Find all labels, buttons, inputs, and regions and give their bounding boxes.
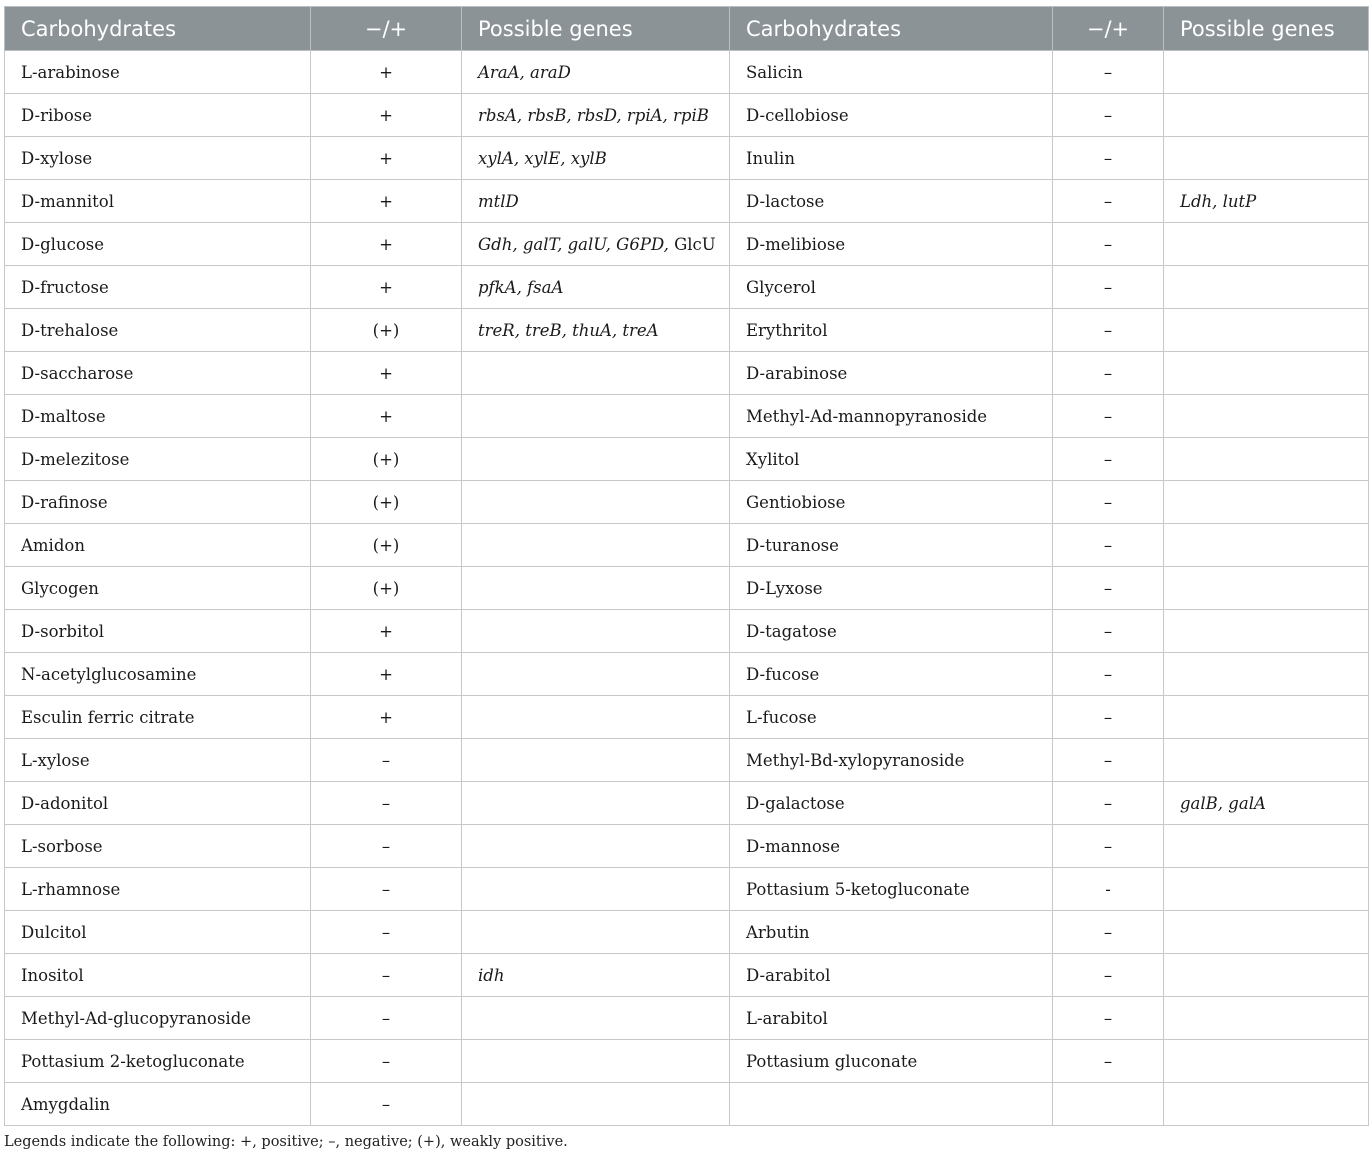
carbohydrate-right-text: D-melibiose: [746, 234, 846, 254]
result-left-cell: [311, 352, 462, 395]
carbohydrate-right-text: D-lactose: [746, 191, 825, 211]
carbohydrate-left-cell: [5, 352, 311, 395]
carbohydrate-left-text: Glycogen: [21, 578, 99, 598]
result-right-text: –: [1103, 320, 1113, 340]
header-row: [5, 7, 1369, 51]
carbohydrate-left-text: Esculin ferric citrate: [21, 707, 195, 727]
result-left-cell: [311, 1040, 462, 1083]
genes-right-cell: [1164, 567, 1369, 610]
genes-right-cell: [1164, 94, 1369, 137]
result-left-cell: [311, 94, 462, 137]
carbohydrate-right-cell: [730, 567, 1053, 610]
result-right-cell: [1053, 782, 1164, 825]
genes-left-cell: [462, 653, 730, 696]
carbohydrate-left-cell: [5, 954, 311, 997]
carbohydrate-right-cell: [730, 997, 1053, 1040]
genes-left-cell: [462, 180, 730, 223]
header-result-right: −/+: [1053, 7, 1164, 51]
header-genes-right: Possible genes: [1164, 7, 1369, 51]
genes-right-cell: [1164, 352, 1369, 395]
genes-left-text: idh: [478, 965, 505, 985]
carbohydrate-left-text: D-rafinose: [21, 492, 108, 512]
genes-right-text: galB, galA: [1180, 793, 1266, 813]
result-left-cell: [311, 395, 462, 438]
carbohydrate-left-text: L-arabinose: [21, 62, 120, 82]
result-right-text: –: [1103, 105, 1113, 125]
carbohydrate-right-text: D-tagatose: [746, 621, 837, 641]
result-right-cell: [1053, 653, 1164, 696]
carbohydrate-left-cell: [5, 94, 311, 137]
carbohydrate-right-text: D-mannose: [746, 836, 841, 856]
table-row: [5, 395, 1369, 438]
genes-left-cell: [462, 1083, 730, 1126]
carbohydrate-left-cell: [5, 137, 311, 180]
carbohydrate-right-cell: [730, 739, 1053, 782]
result-left-cell: [311, 309, 462, 352]
table-row: [5, 825, 1369, 868]
carbohydrate-right-cell: [730, 911, 1053, 954]
carbohydrate-left-cell: [5, 610, 311, 653]
gene-upright-text: GlcU: [674, 234, 716, 254]
result-left-text: +: [379, 62, 393, 82]
carbohydrate-right-text: D-galactose: [746, 793, 845, 813]
genes-right-cell: [1164, 610, 1369, 653]
carbohydrate-right-text: L-fucose: [746, 707, 817, 727]
carbohydrate-right-cell: [730, 782, 1053, 825]
table-row: [5, 868, 1369, 911]
result-right-text: –: [1103, 750, 1113, 770]
genes-right-cell: [1164, 137, 1369, 180]
carbohydrate-left-text: N-acetylglucosamine: [21, 664, 197, 684]
carbohydrate-left-cell: [5, 524, 311, 567]
result-right-cell: [1053, 524, 1164, 567]
carbohydrate-right-text: D-arabinose: [746, 363, 848, 383]
result-left-cell: [311, 782, 462, 825]
carbohydrate-left-cell: [5, 438, 311, 481]
genes-right-cell: [1164, 739, 1369, 782]
table-legend: Legends indicate the following: +, positive; –, negative; (+), weakly positive.: [4, 1134, 568, 1150]
carbohydrate-left-cell: [5, 997, 311, 1040]
genes-left-cell: [462, 481, 730, 524]
carbohydrate-right-cell: [730, 1083, 1053, 1126]
genes-right-cell: [1164, 524, 1369, 567]
carbohydrate-right-text: Erythritol: [746, 320, 828, 340]
result-right-text: –: [1103, 449, 1113, 469]
carbohydrate-left-cell: [5, 1040, 311, 1083]
result-left-text: –: [381, 750, 391, 770]
carbohydrate-right-cell: [730, 180, 1053, 223]
carbohydrate-right-cell: [730, 524, 1053, 567]
table-row: [5, 137, 1369, 180]
genes-left-text: Gdh, galT, galU, G6PD,: [478, 234, 675, 254]
genes-right-text: Ldh, lutP: [1180, 191, 1257, 211]
result-left-text: –: [381, 793, 391, 813]
genes-left-cell: [462, 524, 730, 567]
genes-right-cell: [1164, 438, 1369, 481]
result-left-cell: [311, 481, 462, 524]
result-right-text: –: [1103, 793, 1113, 813]
genes-right-cell: [1164, 223, 1369, 266]
result-left-text: –: [381, 1051, 391, 1071]
carbohydrate-right-cell: [730, 438, 1053, 481]
table-row: [5, 438, 1369, 481]
genes-right-cell: [1164, 1083, 1369, 1126]
result-left-text: –: [381, 1094, 391, 1114]
carbohydrate-left-cell: [5, 1083, 311, 1126]
result-right-cell: [1053, 352, 1164, 395]
result-right-text: –: [1103, 664, 1113, 684]
result-left-text: (+): [372, 320, 400, 340]
result-left-text: +: [379, 148, 393, 168]
genes-left-text: pfkA, fsaA: [478, 277, 564, 297]
genes-left-cell: [462, 610, 730, 653]
result-left-text: +: [379, 406, 393, 426]
genes-right-cell: [1164, 653, 1369, 696]
carbohydrate-left-text: D-xylose: [21, 148, 93, 168]
result-left-cell: [311, 997, 462, 1040]
result-right-cell: [1053, 610, 1164, 653]
carbohydrate-left-text: D-maltose: [21, 406, 106, 426]
result-right-text: -: [1105, 879, 1111, 899]
result-right-text: –: [1103, 234, 1113, 254]
carbohydrate-left-cell: [5, 51, 311, 94]
table-row: [5, 739, 1369, 782]
table-row: [5, 696, 1369, 739]
result-right-text: –: [1103, 621, 1113, 641]
result-right-text: –: [1103, 1051, 1113, 1071]
table-row: [5, 653, 1369, 696]
carbohydrate-right-cell: [730, 481, 1053, 524]
result-left-cell: [311, 825, 462, 868]
genes-right-cell: [1164, 696, 1369, 739]
carbohydrate-right-cell: [730, 868, 1053, 911]
result-left-text: +: [379, 363, 393, 383]
result-right-cell: [1053, 997, 1164, 1040]
genes-left-text: xylA, xylE, xylB: [478, 148, 607, 168]
genes-left-cell: [462, 567, 730, 610]
result-right-text: –: [1103, 707, 1113, 727]
result-right-cell: [1053, 395, 1164, 438]
result-left-text: –: [381, 1008, 391, 1028]
header-carbohydrates-left: Carbohydrates: [5, 7, 311, 51]
carbohydrate-left-text: D-saccharose: [21, 363, 134, 383]
carbohydrate-right-text: D-arabitol: [746, 965, 831, 985]
result-left-cell: [311, 180, 462, 223]
result-right-text: –: [1103, 62, 1113, 82]
result-right-cell: [1053, 223, 1164, 266]
result-left-text: (+): [372, 492, 400, 512]
result-right-cell: [1053, 1083, 1164, 1126]
table-row: [5, 481, 1369, 524]
carbohydrate-right-cell: [730, 94, 1053, 137]
genes-right-cell: [1164, 51, 1369, 94]
result-right-cell: [1053, 309, 1164, 352]
result-right-cell: [1053, 825, 1164, 868]
carbohydrate-left-cell: [5, 567, 311, 610]
genes-left-text: rbsA, rbsB, rbsD, rpiA, rpiB: [478, 105, 709, 125]
carbohydrate-table-container: [4, 6, 1368, 1126]
carbohydrate-left-cell: [5, 911, 311, 954]
table-row: [5, 567, 1369, 610]
result-right-text: –: [1103, 406, 1113, 426]
result-right-cell: [1053, 739, 1164, 782]
genes-right-cell: [1164, 782, 1369, 825]
result-left-text: +: [379, 191, 393, 211]
result-right-text: –: [1103, 148, 1113, 168]
carbohydrate-left-cell: [5, 868, 311, 911]
result-left-text: –: [381, 965, 391, 985]
table-header: [5, 7, 1369, 51]
result-left-cell: [311, 739, 462, 782]
table-row: [5, 223, 1369, 266]
carbohydrate-right-cell: [730, 352, 1053, 395]
result-left-cell: [311, 137, 462, 180]
table-body: [5, 51, 1369, 1126]
result-left-text: –: [381, 922, 391, 942]
table-row: [5, 266, 1369, 309]
table-row: [5, 954, 1369, 997]
table-row: [5, 524, 1369, 567]
carbohydrate-right-cell: [730, 51, 1053, 94]
carbohydrate-left-cell: [5, 739, 311, 782]
carbohydrate-right-cell: [730, 137, 1053, 180]
carbohydrate-left-text: D-sorbitol: [21, 621, 105, 641]
carbohydrate-right-text: L-arabitol: [746, 1008, 828, 1028]
genes-right-cell: [1164, 911, 1369, 954]
table-row: [5, 610, 1369, 653]
carbohydrate-left-text: D-ribose: [21, 105, 93, 125]
result-right-cell: [1053, 696, 1164, 739]
carbohydrate-left-cell: [5, 653, 311, 696]
carbohydrate-left-text: D-fructose: [21, 277, 109, 297]
table-row: [5, 180, 1369, 223]
carbohydrate-right-text: Methyl-Bd-xylopyranoside: [746, 750, 965, 770]
carbohydrate-left-cell: [5, 825, 311, 868]
carbohydrate-fermentation-table: [4, 6, 1369, 1126]
genes-left-cell: [462, 868, 730, 911]
carbohydrate-right-cell: [730, 266, 1053, 309]
carbohydrate-right-text: Pottasium 5-ketogluconate: [746, 879, 970, 899]
table-row: [5, 911, 1369, 954]
genes-right-cell: [1164, 997, 1369, 1040]
result-right-text: –: [1103, 277, 1113, 297]
carbohydrate-left-text: Dulcitol: [21, 922, 87, 942]
result-right-cell: [1053, 51, 1164, 94]
result-right-text: –: [1103, 363, 1113, 383]
carbohydrate-left-cell: [5, 696, 311, 739]
genes-left-text: treR, treB, thuA, treA: [478, 320, 659, 340]
result-right-text: –: [1103, 836, 1113, 856]
carbohydrate-right-text: D-turanose: [746, 535, 839, 555]
carbohydrate-right-text: Arbutin: [746, 922, 810, 942]
genes-left-cell: [462, 911, 730, 954]
carbohydrate-right-text: D-Lyxose: [746, 578, 823, 598]
result-left-cell: [311, 266, 462, 309]
carbohydrate-left-cell: [5, 223, 311, 266]
genes-right-cell: [1164, 395, 1369, 438]
result-left-text: (+): [372, 535, 400, 555]
result-left-cell: [311, 438, 462, 481]
genes-left-cell: [462, 696, 730, 739]
carbohydrate-left-text: Amidon: [21, 535, 85, 555]
result-left-cell: [311, 610, 462, 653]
table-row: [5, 1083, 1369, 1126]
header-genes-left: Possible genes: [462, 7, 730, 51]
result-left-cell: [311, 696, 462, 739]
result-left-cell: [311, 911, 462, 954]
table-row: [5, 997, 1369, 1040]
carbohydrate-left-text: L-sorbose: [21, 836, 103, 856]
result-right-text: –: [1103, 191, 1113, 211]
table-row: [5, 51, 1369, 94]
table-row: [5, 352, 1369, 395]
genes-left-cell: [462, 223, 730, 266]
carbohydrate-left-text: D-adonitol: [21, 793, 109, 813]
result-right-text: –: [1103, 965, 1113, 985]
table-row: [5, 782, 1369, 825]
genes-left-cell: [462, 137, 730, 180]
carbohydrate-right-text: D-cellobiose: [746, 105, 849, 125]
result-left-text: +: [379, 664, 393, 684]
genes-right-cell: [1164, 954, 1369, 997]
genes-left-cell: [462, 825, 730, 868]
table-row: [5, 94, 1369, 137]
carbohydrate-right-text: Inulin: [746, 148, 795, 168]
genes-left-cell: [462, 352, 730, 395]
genes-right-cell: [1164, 825, 1369, 868]
table-row: [5, 309, 1369, 352]
genes-left-cell: [462, 51, 730, 94]
genes-right-cell: [1164, 481, 1369, 524]
genes-left-cell: [462, 266, 730, 309]
carbohydrate-right-cell: [730, 610, 1053, 653]
carbohydrate-right-text: Gentiobiose: [746, 492, 846, 512]
genes-left-cell: [462, 782, 730, 825]
carbohydrate-left-text: Methyl-Ad-glucopyranoside: [21, 1008, 252, 1028]
result-right-cell: [1053, 911, 1164, 954]
carbohydrate-left-text: Pottasium 2-ketogluconate: [21, 1051, 245, 1071]
result-left-cell: [311, 868, 462, 911]
carbohydrate-left-cell: [5, 782, 311, 825]
result-right-cell: [1053, 137, 1164, 180]
header-result-left: −/+: [311, 7, 462, 51]
carbohydrate-right-text: Glycerol: [746, 277, 816, 297]
result-left-cell: [311, 524, 462, 567]
carbohydrate-right-cell: [730, 309, 1053, 352]
carbohydrate-left-cell: [5, 180, 311, 223]
genes-left-cell: [462, 438, 730, 481]
result-left-text: +: [379, 277, 393, 297]
result-left-text: +: [379, 621, 393, 641]
carbohydrate-left-cell: [5, 481, 311, 524]
result-left-cell: [311, 567, 462, 610]
result-right-cell: [1053, 94, 1164, 137]
result-right-cell: [1053, 180, 1164, 223]
genes-left-cell: [462, 309, 730, 352]
result-left-text: +: [379, 234, 393, 254]
carbohydrate-right-cell: [730, 653, 1053, 696]
header-carbohydrates-right: Carbohydrates: [730, 7, 1053, 51]
result-left-text: –: [381, 879, 391, 899]
carbohydrate-right-text: Pottasium gluconate: [746, 1051, 918, 1071]
result-right-text: –: [1103, 535, 1113, 555]
result-left-text: –: [381, 836, 391, 856]
carbohydrate-left-cell: [5, 395, 311, 438]
genes-left-cell: [462, 395, 730, 438]
result-right-cell: [1053, 868, 1164, 911]
carbohydrate-left-text: L-xylose: [21, 750, 90, 770]
genes-left-text: AraA, araD: [478, 62, 571, 82]
result-right-cell: [1053, 481, 1164, 524]
result-left-cell: [311, 1083, 462, 1126]
result-left-cell: [311, 223, 462, 266]
result-left-text: (+): [372, 578, 400, 598]
carbohydrate-left-text: Amygdalin: [21, 1094, 111, 1114]
carbohydrate-right-cell: [730, 223, 1053, 266]
carbohydrate-right-cell: [730, 696, 1053, 739]
result-right-text: –: [1103, 492, 1113, 512]
genes-left-cell: [462, 1040, 730, 1083]
result-left-cell: [311, 954, 462, 997]
carbohydrate-right-cell: [730, 395, 1053, 438]
carbohydrate-right-text: Xylitol: [746, 449, 800, 469]
genes-left-cell: [462, 94, 730, 137]
carbohydrate-left-cell: [5, 266, 311, 309]
carbohydrate-right-cell: [730, 825, 1053, 868]
carbohydrate-right-text: Salicin: [746, 62, 803, 82]
result-right-text: –: [1103, 922, 1113, 942]
table-row: [5, 1040, 1369, 1083]
result-left-cell: [311, 51, 462, 94]
result-right-cell: [1053, 1040, 1164, 1083]
result-right-cell: [1053, 567, 1164, 610]
genes-left-text: mtlD: [478, 191, 519, 211]
carbohydrate-left-text: D-mannitol: [21, 191, 114, 211]
carbohydrate-left-text: Inositol: [21, 965, 84, 985]
genes-right-cell: [1164, 180, 1369, 223]
genes-left-cell: [462, 739, 730, 782]
carbohydrate-left-text: D-melezitose: [21, 449, 130, 469]
genes-left-cell: [462, 954, 730, 997]
carbohydrate-right-text: Methyl-Ad-mannopyranoside: [746, 406, 988, 426]
genes-right-cell: [1164, 266, 1369, 309]
carbohydrate-left-text: D-trehalose: [21, 320, 119, 340]
result-right-cell: [1053, 266, 1164, 309]
carbohydrate-right-cell: [730, 1040, 1053, 1083]
genes-right-cell: [1164, 1040, 1369, 1083]
genes-right-cell: [1164, 309, 1369, 352]
carbohydrate-left-text: L-rhamnose: [21, 879, 121, 899]
result-right-cell: [1053, 954, 1164, 997]
result-right-cell: [1053, 438, 1164, 481]
genes-right-cell: [1164, 868, 1369, 911]
genes-left-cell: [462, 997, 730, 1040]
result-left-text: (+): [372, 449, 400, 469]
carbohydrate-right-text: D-fucose: [746, 664, 820, 684]
result-right-text: –: [1103, 578, 1113, 598]
result-left-text: +: [379, 105, 393, 125]
result-left-cell: [311, 653, 462, 696]
result-right-text: –: [1103, 1008, 1113, 1028]
carbohydrate-left-text: D-glucose: [21, 234, 104, 254]
carbohydrate-left-cell: [5, 309, 311, 352]
carbohydrate-right-cell: [730, 954, 1053, 997]
result-left-text: +: [379, 707, 393, 727]
